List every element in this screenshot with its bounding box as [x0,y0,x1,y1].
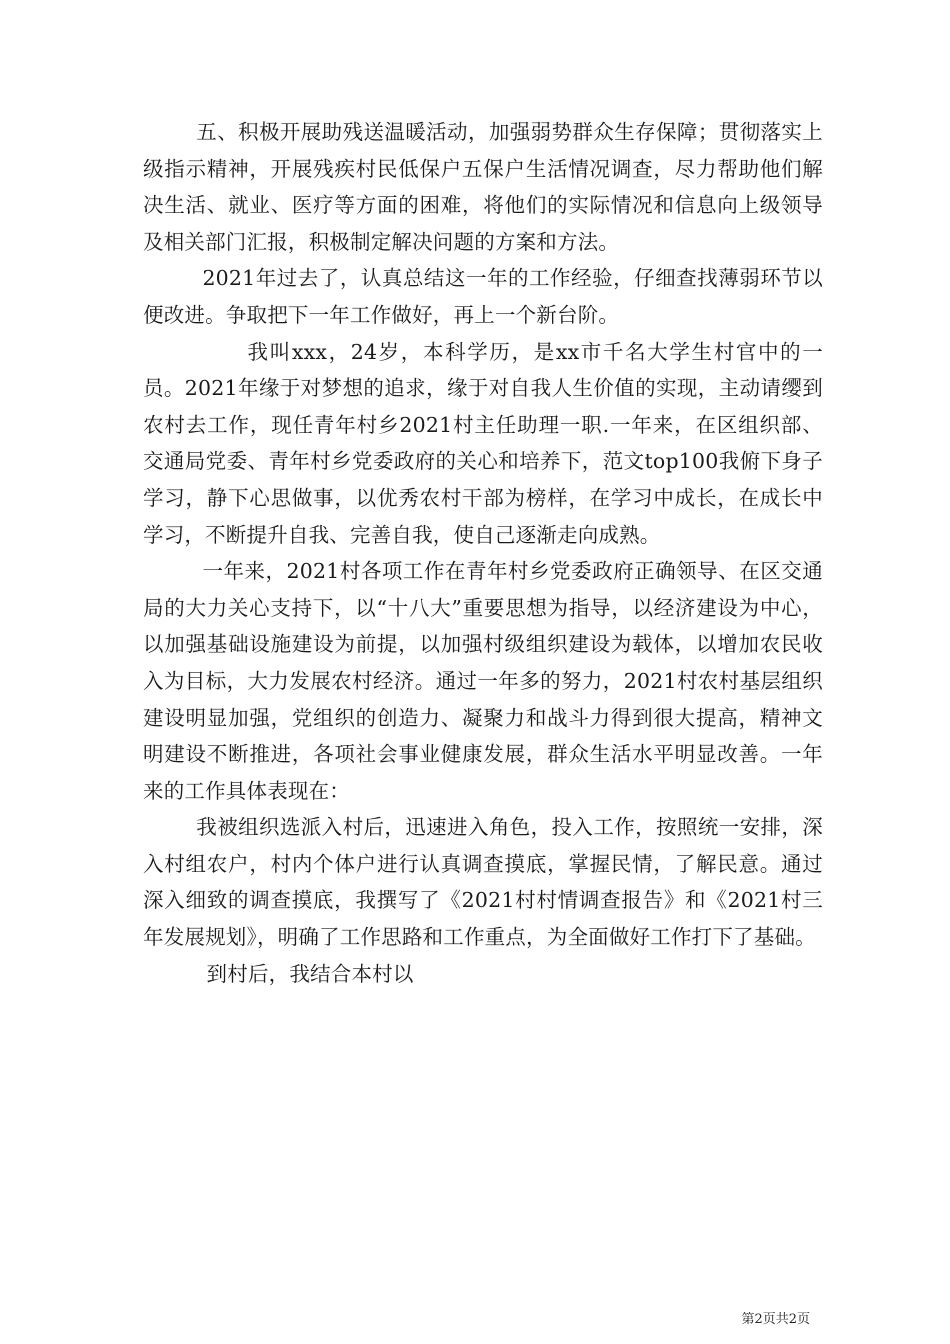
paragraph-village-overview: 一年来，2021村各项工作在青年村乡党委政府正确领导、在区交通局的大力关心支持下，以“十八大”重要思想为指导，以经济建设为中心，以加强基础设施建设为前提，以加强村级组织建设为载体，以增加农民收入为目标，大力发展农村经济。通过一年多的努力，2021村农村基层组织建设明显加强，党组织的创造力、凝聚力和战斗力得到很大提高，精神文明建设不断推进，各项社会事业健康发展，群众生活水平明显改善。一年来的工作具体表现在： [143,559,823,803]
paragraph-self-introduction: 我叫xxx，24岁，本科学历，是xx市千名大学生村官中的一员。2021年缘于对梦想的追求，缘于对自我人生价值的实现，主动请缨到农村去工作，现任青年村乡2021村主任助理一职.一年来，在区组织部、交通局党委、青年村乡党委政府的关心和培养下，范文top100我俯下身子学习，静下心思做事，以优秀农村干部为榜样，在学习中成长，在成长中学习，不断提升自我、完善自我，使自己逐渐走向成熟。 [143,339,823,547]
document-body [143,114,823,992]
paragraph-year-summary: 2021年过去了，认真总结这一年的工作经验，仔细查找薄弱环节以便改进。争取把下一年工作做好，再上一个新台阶。 [143,266,823,327]
paragraph-disability-aid: 五、积极开展助残送温暖活动，加强弱势群众生存保障；贯彻落实上级指示精神，开展残疾村民低保户五保户生活情况调查，尽力帮助他们解决生活、就业、医疗等方面的困难，将他们的实际情况和信息向上级领导及相关部门汇报，积极制定解决问题的方案和方法。 [143,120,823,254]
paragraph-truncated: 到村后，我结合本村以 [206,961,414,986]
page-number: 第2页共2页 [741,1312,810,1327]
paragraph-investigation: 我被组织选派入村后，迅速进入角色，投入工作，按照统一安排，深入村组农户，村内个体户进行认真调查摸底，掌握民情，了解民意。通过深入细致的调查摸底，我撰写了《2021村村情调查报告》和《2021村三年发展规划》，明确了工作思路和工作重点，为全面做好工作打下了基础。 [143,815,823,950]
